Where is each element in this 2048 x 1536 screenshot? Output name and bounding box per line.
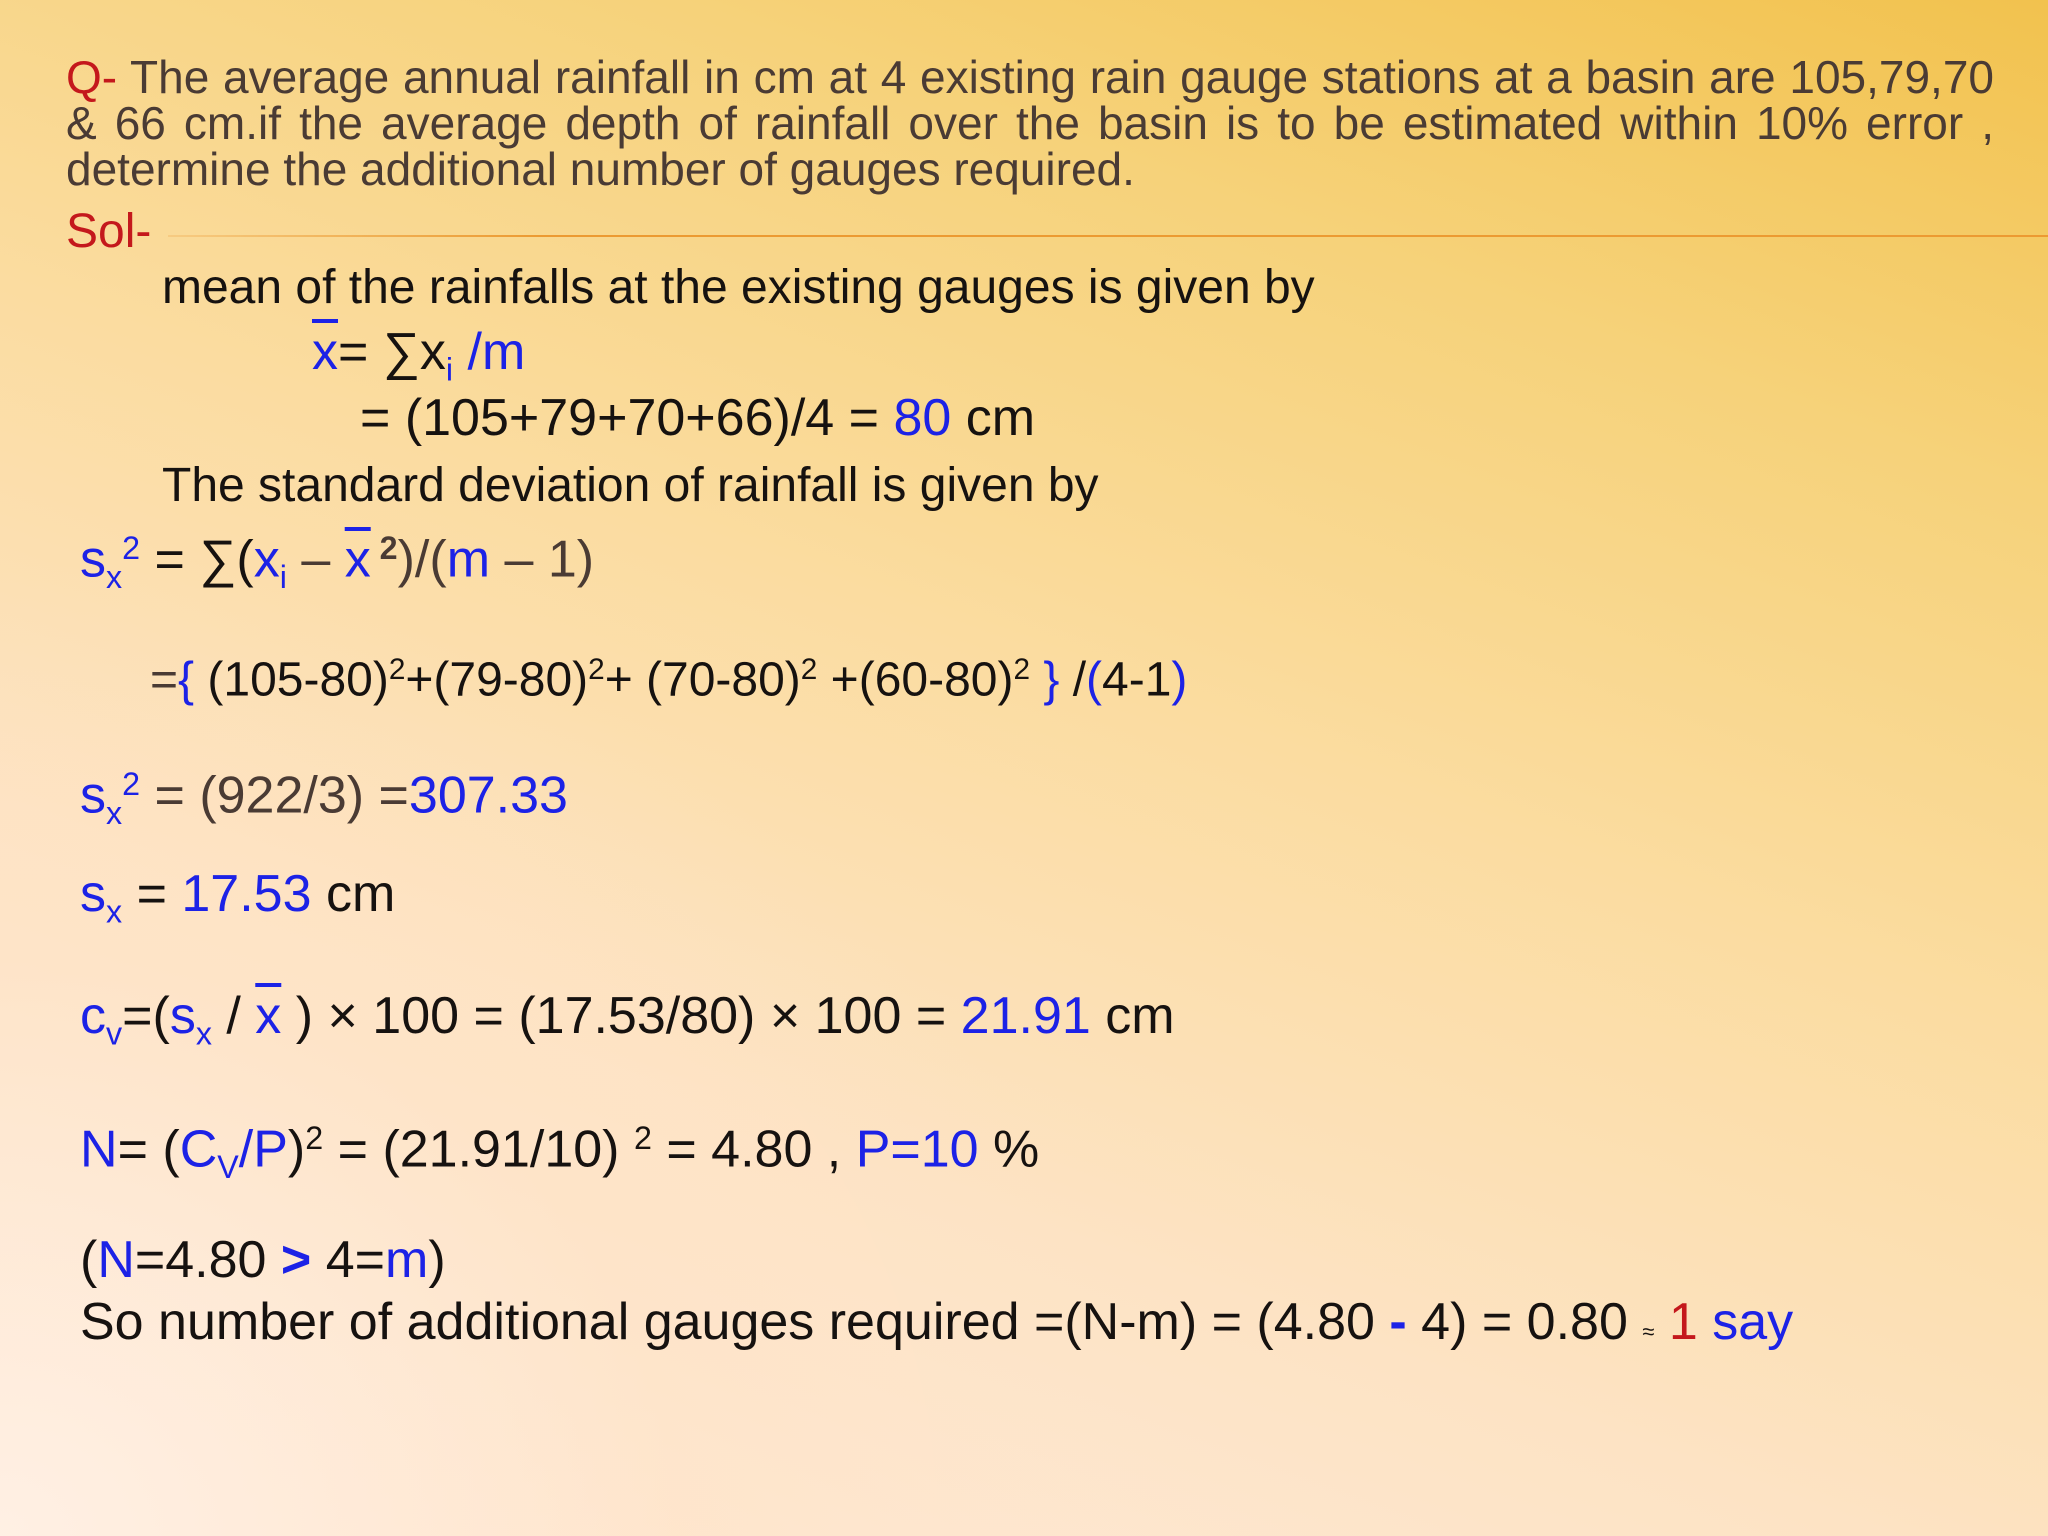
p-label: P= [855,1120,921,1179]
equals: = [122,865,182,923]
open-paren: ( [80,1231,98,1289]
divide: / [1059,653,1087,707]
term-2: +(79-80) [405,653,589,707]
std-result [80,864,395,941]
term-3: + (70-80) [604,653,801,707]
std-intro: The standard deviation of rainfall is given by [162,459,1099,512]
sq-3: 2 [800,653,818,686]
close-brace: } [1030,653,1060,707]
equals: = ( [117,1120,180,1179]
p-symbol: P [253,1120,288,1179]
minus-one: – 1) [490,530,595,589]
close-paren: ) [428,1231,446,1289]
variance-result [80,754,568,843]
n-result: = 4.80 , [651,1120,856,1179]
question-body: The average annual rainfall in cm at 4 existing rain gauge stations at a basin are 105,79,70 & 66 cm.if the average depth of rainfall over the basin is to be estimated within 10% error , determine the additional number of gauges required. [66,51,1994,195]
std-value: 17.53 [181,865,312,923]
square: 2 [370,530,398,566]
subscript-x: x [106,893,123,930]
std-unit: cm [311,865,396,923]
cv-unit: cm [1090,987,1175,1045]
mean-div: /m [453,323,526,381]
divider-line [168,235,2048,237]
question-label: Q- [66,51,118,103]
subscript-i: i [279,559,287,595]
subscript-x: x [195,1015,212,1052]
final-count: 1 [1654,1293,1698,1351]
s-symbol: s [169,987,196,1045]
m-symbol: m [446,530,491,589]
s-symbol: s [80,766,106,825]
approx-symbol: ≈ [1642,1319,1655,1344]
say-text: say [1697,1293,1794,1351]
cv-expr: ) × 100 = (17.53/80) × 100 = [281,987,961,1045]
term-4: +(60-80) [817,653,1014,707]
cv-calculation [80,986,1175,1063]
superscript-2b: 2 [633,1120,652,1156]
x-symbol: x [253,530,280,589]
variance-value: 307.33 [408,766,568,825]
s-symbol: s [80,530,106,589]
greater-than: > [280,1231,312,1289]
sq-1: 2 [388,653,406,686]
m-value: 4= [311,1231,386,1289]
n-symbol: N [80,1120,118,1179]
divisor: 4-1 [1102,653,1172,707]
s-symbol: s [80,865,106,923]
subscript-v: V [217,1149,239,1185]
n-value: =4.80 [134,1231,281,1289]
open-brace: { [178,653,195,707]
equals: =( [122,987,170,1045]
variance-calculation [150,642,1187,708]
variance-formula [80,518,594,607]
superscript-2: 2 [122,530,141,566]
solution-label: Sol- [66,205,152,258]
paren: )/( [397,530,447,589]
comparison [80,1230,446,1290]
final-rest: 4) = 0.80 [1406,1293,1643,1351]
open-paren: ( [1086,653,1103,707]
sq-4: 2 [1013,653,1030,686]
close-paren: ) [287,1120,306,1179]
mean-intro: mean of the rainfalls at the existing gauges is given by [162,261,1315,314]
subscript-x: x [106,795,123,831]
c-symbol: c [80,987,106,1045]
slash: / [211,987,256,1045]
slash: / [238,1120,254,1179]
variance-expr: = (922/3) = [140,766,409,825]
subscript-v: v [106,1015,123,1052]
mean-unit: cm [951,389,1036,447]
subscript-i: i [445,351,454,388]
cv-value: 21.91 [960,987,1091,1045]
mean-expr: = (105+79+70+66)/4 = [360,389,894,447]
sq-2: 2 [588,653,605,686]
superscript-2: 2 [305,1120,324,1156]
minus: - [1389,1293,1407,1351]
x-bar: $\overline{x}$ [344,530,371,589]
n-expr: = (21.91/10) [323,1120,634,1179]
equals: = [150,653,179,707]
x-bar: $\overline{x}$ [255,987,282,1045]
question-text [66,51,1994,195]
x-bar: $\overline{x}$ [312,323,338,381]
n-symbol: N [97,1231,135,1289]
percent: % [978,1120,1040,1179]
mean-value: 80 [893,389,952,447]
subscript-x: x [106,559,123,595]
mean-calculation [360,388,1035,448]
p-value: 10 [920,1120,979,1179]
minus: – [286,530,345,589]
close-paren: ) [1171,653,1188,707]
c-symbol: C [179,1120,218,1179]
n-calculation [80,1108,1039,1197]
superscript-2: 2 [122,766,141,802]
mean-sum: = ∑x [338,323,446,381]
variance-eq: = ∑( [140,530,254,589]
final-text: So number of additional gauges required =(N-m) = (4.80 [80,1293,1390,1351]
term-1: (105-80) [194,653,389,707]
m-symbol: m [385,1231,429,1289]
final-answer [80,1292,1793,1362]
